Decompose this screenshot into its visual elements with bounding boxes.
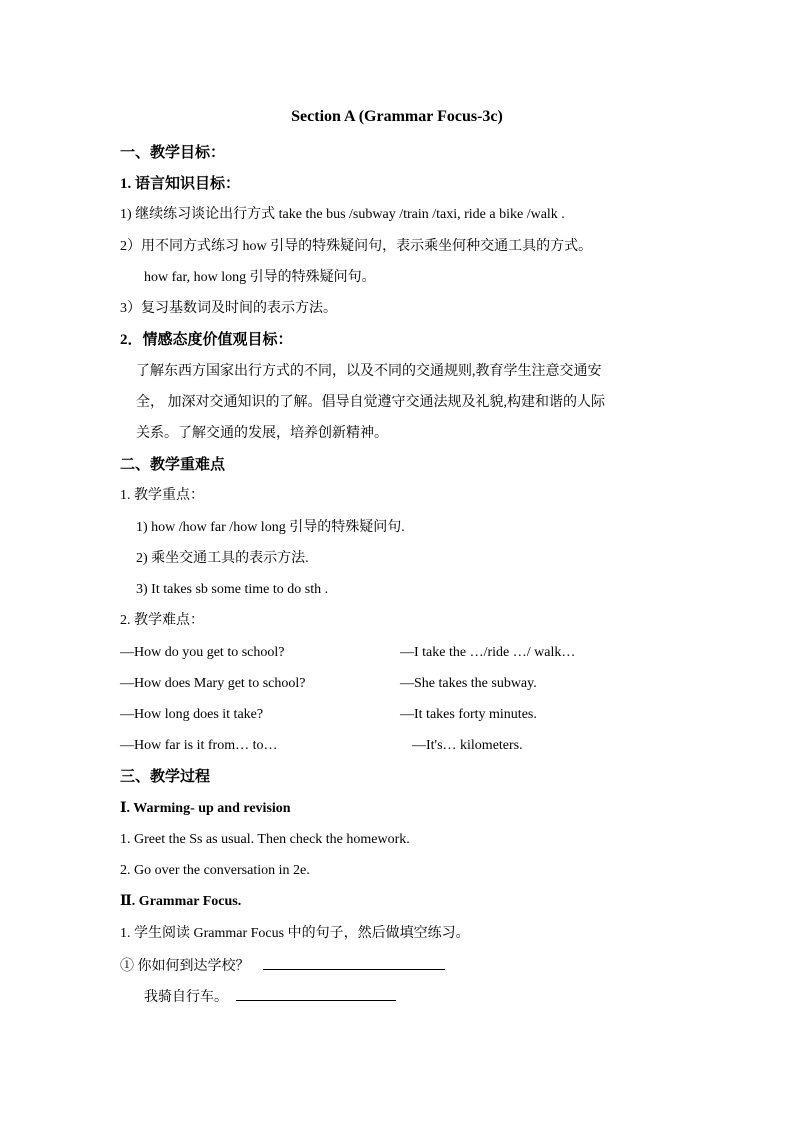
objective-item-1: 1) 继续练习谈论出行方式 take the bus /subway /train /taxi, ride a bike /walk . (120, 207, 565, 222)
paragraph-line-1: 了解东西方国家出行方式的不同，以及不同的交通规则,教育学生注意交通安 (136, 364, 602, 379)
objective-item-2-cont: how far, how long 引导的特殊疑问句。 (144, 270, 376, 285)
step-2-item-1: 1. 学生阅读 Grammar Focus 中的句子，然后做填空练习。 (120, 926, 470, 941)
answer-4: —It's… kilometers. (412, 738, 523, 753)
step-2-heading: Ⅱ. Grammar Focus. (120, 894, 242, 909)
paragraph-line-3: 关系。了解交通的发展，培养创新精神。 (136, 426, 388, 441)
paragraph-line-2: 全， 加深对交通知识的了解。倡导自觉遵守交通法规及礼貌,构建和谐的人际 (136, 395, 605, 410)
question-4: —How far is it from… to… (120, 738, 278, 753)
section-heading-key-points: 二、教学重难点 (120, 457, 226, 473)
step-1-item-1: 1. Greet the Ss as usual. Then check the homework. (120, 832, 410, 847)
fill-in-line-2 (144, 986, 396, 1008)
subheading-key-points: 1. 教学重点： (120, 488, 204, 503)
step-1-item-2: 2. Go over the conversation in 2e. (120, 863, 310, 878)
objective-item-2: 2）用不同方式练习 how 引导的特殊疑问句，表示乘坐何种交通工具的方式。 (120, 239, 593, 254)
answer-blank-2[interactable] (236, 986, 396, 1001)
question-3: —How long does it take? (120, 707, 264, 722)
subheading-difficult-points: 2. 教学难点： (120, 613, 204, 628)
subheading-language-objectives: 1. 语言知识目标： (120, 176, 241, 192)
fill-in-prompt-2: 我骑自行车。 (144, 990, 228, 1005)
key-point-1: 1) how /how far /how long 引导的特殊疑问句. (136, 520, 405, 535)
fill-in-prompt-1: ① 你如何到达学校？ (120, 959, 250, 974)
answer-1: —I take the …/ride …/ walk… (400, 645, 576, 660)
subheading-emotional-objectives: 2．情感态度价值观目标： (120, 332, 293, 348)
answer-2: —She takes the subway. (400, 676, 537, 691)
step-1-heading: Ⅰ. Warming- up and revision (120, 801, 291, 816)
section-heading-process: 三、教学过程 (120, 769, 211, 785)
key-point-2: 2) 乘坐交通工具的表示方法. (136, 551, 309, 566)
section-heading-objectives: 一、教学目标： (120, 145, 226, 161)
page-title: Section A (Grammar Focus-3c) (291, 108, 503, 125)
question-1: —How do you get to school? (120, 645, 285, 660)
answer-blank-1[interactable] (263, 955, 445, 970)
fill-in-line-1 (120, 955, 445, 977)
key-point-3: 3) It takes sb some time to do sth . (136, 582, 329, 597)
objective-item-3: 3）复习基数词及时间的表示方法。 (120, 301, 337, 316)
answer-3: —It takes forty minutes. (400, 707, 537, 722)
question-2: —How does Mary get to school? (120, 676, 306, 691)
